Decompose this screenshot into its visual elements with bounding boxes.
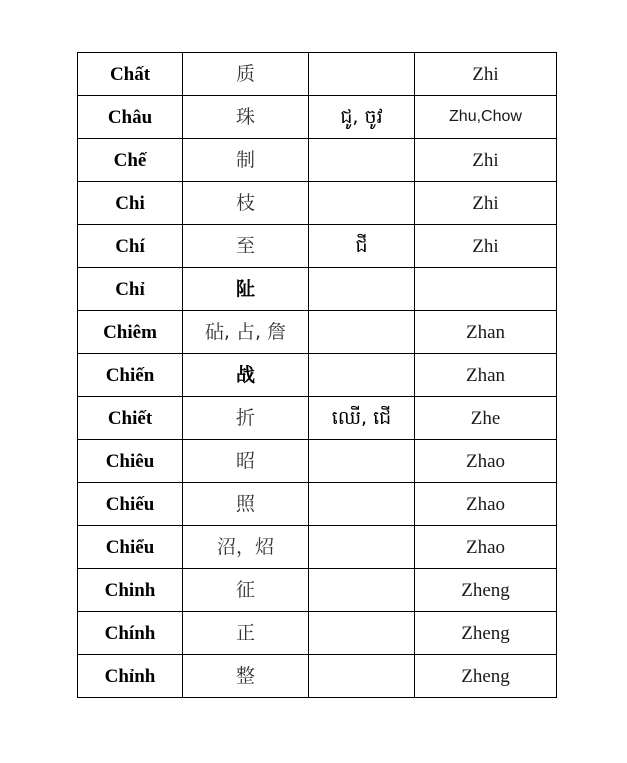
pinyin-cell: Zhu,Chow [415,96,557,139]
pinyin-cell: Zheng [415,569,557,612]
vietnamese-cell: Chiến [78,354,183,397]
chinese-cell: 折 [183,397,309,440]
vietnamese-cell: Chế [78,139,183,182]
vietnamese-cell: Chiêm [78,311,183,354]
pinyin-cell: Zhao [415,526,557,569]
chinese-cell: 质 [183,53,309,96]
chinese-cell: 正 [183,612,309,655]
table-row [78,569,557,612]
table-row [78,612,557,655]
vietnamese-cell: Chinh [78,569,183,612]
khmer-cell [309,483,415,526]
pinyin-cell [415,268,557,311]
khmer-cell [309,655,415,698]
vietnamese-cell: Chiết [78,397,183,440]
khmer-cell [309,53,415,96]
khmer-cell [309,526,415,569]
table-row [78,311,557,354]
vietnamese-cell: Chính [78,612,183,655]
khmer-cell [309,311,415,354]
pinyin-cell: Zhan [415,354,557,397]
chinese-cell: 征 [183,569,309,612]
vietnamese-cell: Chỉnh [78,655,183,698]
khmer-cell [309,182,415,225]
khmer-cell [309,139,415,182]
vietnamese-cell: Chất [78,53,183,96]
khmer-cell [309,569,415,612]
table-row [78,354,557,397]
chinese-cell: 砧, 占, 詹 [183,311,309,354]
table-row [78,397,557,440]
chinese-cell: 照 [183,483,309,526]
table-row [78,96,557,139]
glossary-table [77,52,557,698]
khmer-cell [309,612,415,655]
vietnamese-cell: Chiêu [78,440,183,483]
chinese-cell: 战 [183,354,309,397]
chinese-cell: 珠 [183,96,309,139]
chinese-cell: 枝 [183,182,309,225]
pinyin-cell: Zhao [415,440,557,483]
khmer-cell [309,268,415,311]
pinyin-cell: Zhan [415,311,557,354]
chinese-cell: 制 [183,139,309,182]
vietnamese-cell: Chỉ [78,268,183,311]
khmer-cell [309,354,415,397]
khmer-cell: ជូ, ចូវ [309,96,415,139]
pinyin-cell: Zhi [415,139,557,182]
vietnamese-cell: Chi [78,182,183,225]
table-row [78,655,557,698]
vietnamese-cell: Chiếu [78,483,183,526]
table-row [78,139,557,182]
pinyin-cell: Zheng [415,612,557,655]
vietnamese-cell: Chí [78,225,183,268]
vietnamese-cell: Châu [78,96,183,139]
chinese-cell: 阯 [183,268,309,311]
table-row [78,483,557,526]
chinese-cell: 至 [183,225,309,268]
pinyin-cell: Zhi [415,182,557,225]
khmer-cell [309,440,415,483]
chinese-cell: 沼，炤 [183,526,309,569]
table-row [78,268,557,311]
khmer-cell: ជី [309,225,415,268]
pinyin-cell: Zheng [415,655,557,698]
chinese-cell: 整 [183,655,309,698]
table-row [78,526,557,569]
pinyin-cell: Zhe [415,397,557,440]
table-row [78,440,557,483]
table-row [78,182,557,225]
khmer-cell: ឈើ, ជើ [309,397,415,440]
pinyin-cell: Zhi [415,225,557,268]
pinyin-cell: Zhi [415,53,557,96]
vietnamese-cell: Chiểu [78,526,183,569]
chinese-cell: 昭 [183,440,309,483]
table-row [78,53,557,96]
table-row [78,225,557,268]
pinyin-cell: Zhao [415,483,557,526]
